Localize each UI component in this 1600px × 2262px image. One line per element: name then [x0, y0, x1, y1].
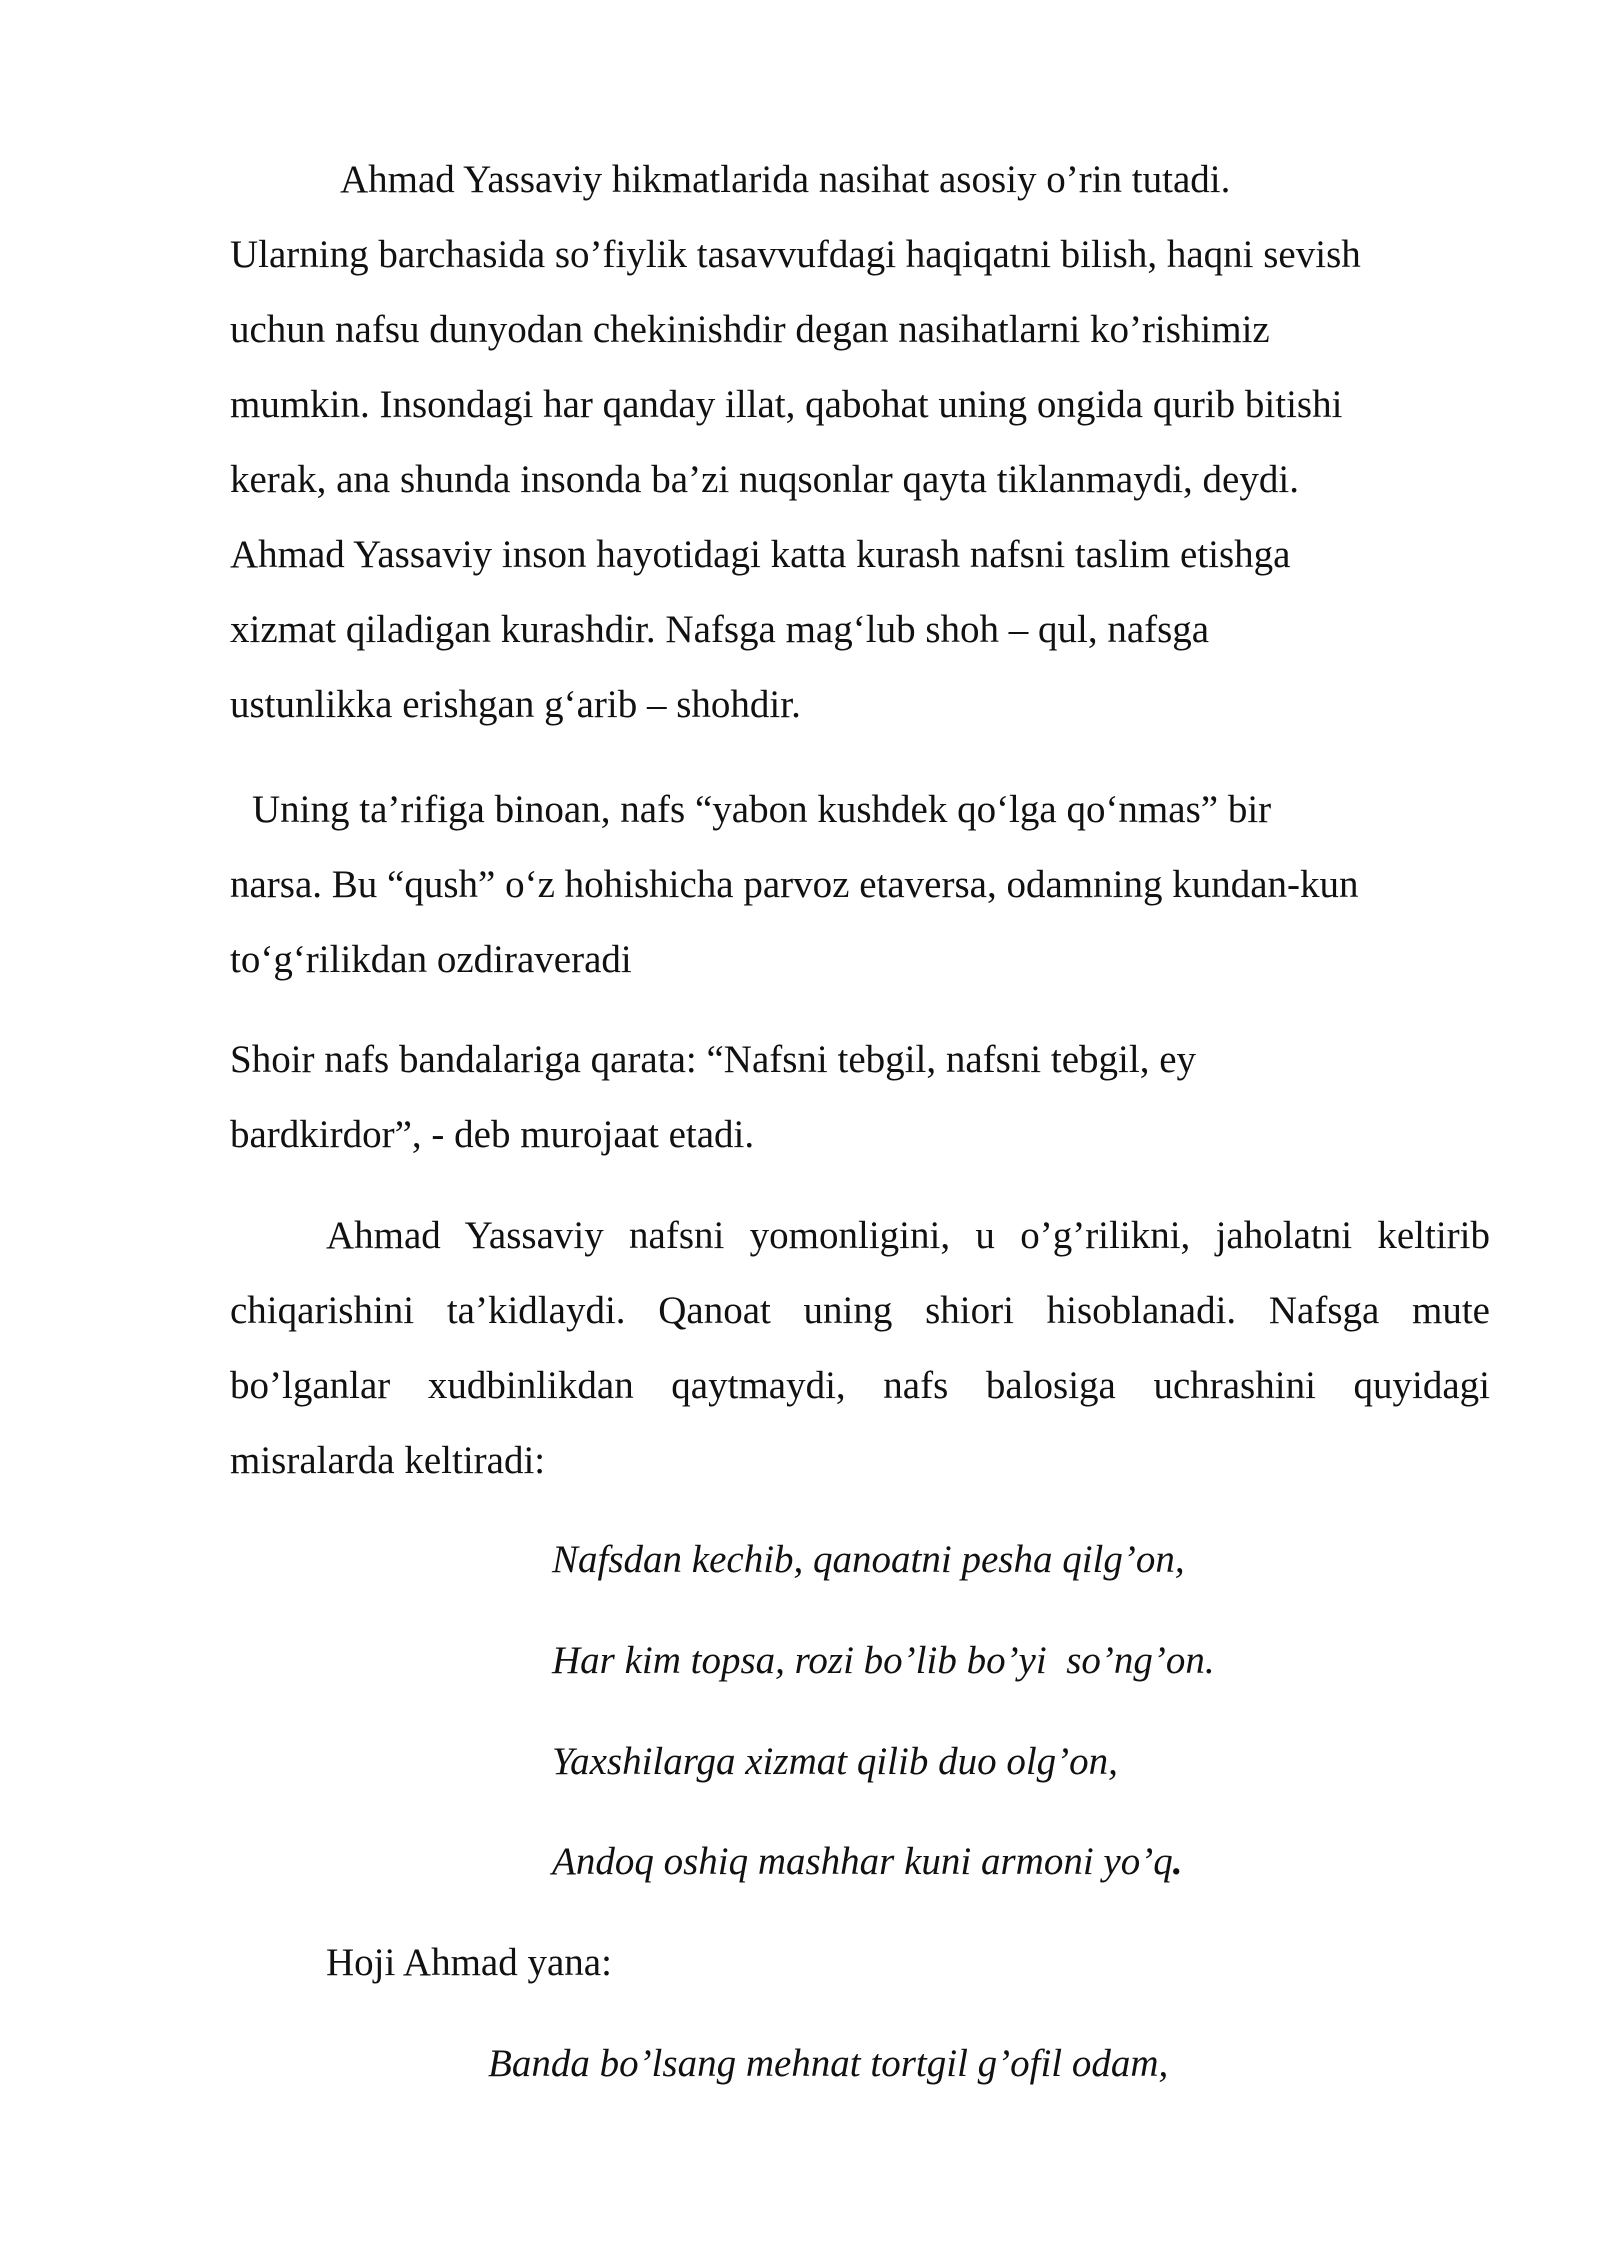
verse-2-line-1: Banda bo’lsang mehnat tortgil g’ofil odam,	[488, 2042, 1169, 2085]
verse-line-4-period: .	[1172, 1840, 1183, 1883]
hoji-ahmad-line: Hoji Ahmad yana:	[326, 1941, 612, 1984]
paragraph-1-first-line: Ahmad Yassaviy hikmatlarida nasihat asosiy o’rin tutadi.	[340, 158, 1231, 201]
verse-line-4	[552, 1824, 1182, 1899]
paragraph-4: Ahmad Yassaviy nafsni yomonligini, u o’g’rilikni, jaholatni keltirib chiqarishini ta’kidlaydi. Qanoat uning shiori hisoblanadi. Nafsga mute bo’lganlar xudbinlikdan qaytmaydi, nafs balosiga uchrashini quyidagi misralarda keltiradi:	[230, 1214, 1490, 1482]
paragraph-3-line: bardkirdor”, - deb murojaat etadi.	[230, 1113, 755, 1156]
paragraph-3	[230, 1022, 1490, 1172]
paragraph-2-line: narsa. Bu “qush” o‘z hohishicha parvoz etaversa, odamning kundan-kun	[230, 863, 1359, 906]
paragraph-1-line: xizmat qiladigan kurashdir. Nafsga mag‘lub shoh – qul, nafsga	[230, 608, 1210, 651]
verse-line-4-text: Andoq oshiq mashhar kuni armoni yo’q	[552, 1840, 1173, 1883]
paragraph-3-line: Shoir nafs bandalariga qarata: “Nafsni tebgil, nafsni tebgil, ey	[230, 1038, 1197, 1081]
paragraph-1-line: Ularning barchasida so’fiylik tasavvufdagi haqiqatni bilish, haqni sevish	[230, 233, 1361, 276]
verse-line-1: Nafsdan kechib, qanoatni pesha qilg’on,	[552, 1538, 1185, 1581]
verse-line-3: Yaxshilarga xizmat qilib duo olg’on,	[552, 1740, 1118, 1783]
paragraph-2-line: to‘g‘rilikdan ozdiraveradi	[230, 938, 632, 981]
paragraph-1-line: kerak, ana shunda insonda ba’zi nuqsonlar qayta tiklanmaydi, deydi.	[230, 458, 1299, 501]
paragraph-2-first-line: Uning ta’rifiga binoan, nafs “yabon kushdek qo‘lga qo‘nmas” bir	[252, 788, 1272, 831]
paragraph-1-line: uchun nafsu dunyodan chekinishdir degan nasihatlarni ko’rishimiz	[230, 308, 1270, 351]
paragraph-2	[230, 772, 1490, 997]
paragraph-1-line: Ahmad Yassaviy inson hayotidagi katta kurash nafsni taslim etishga	[230, 533, 1291, 576]
verse-line-2: Har kim topsa, rozi bo’lib bo’yi so’ng’on.	[552, 1639, 1215, 1682]
paragraph-1-line: ustunlikka erishgan g‘arib – shohdir.	[230, 683, 801, 726]
paragraph-1	[230, 142, 1490, 742]
paragraph-1-line: mumkin. Insondagi har qanday illat, qabohat uning ongida qurib bitishi	[230, 383, 1343, 426]
